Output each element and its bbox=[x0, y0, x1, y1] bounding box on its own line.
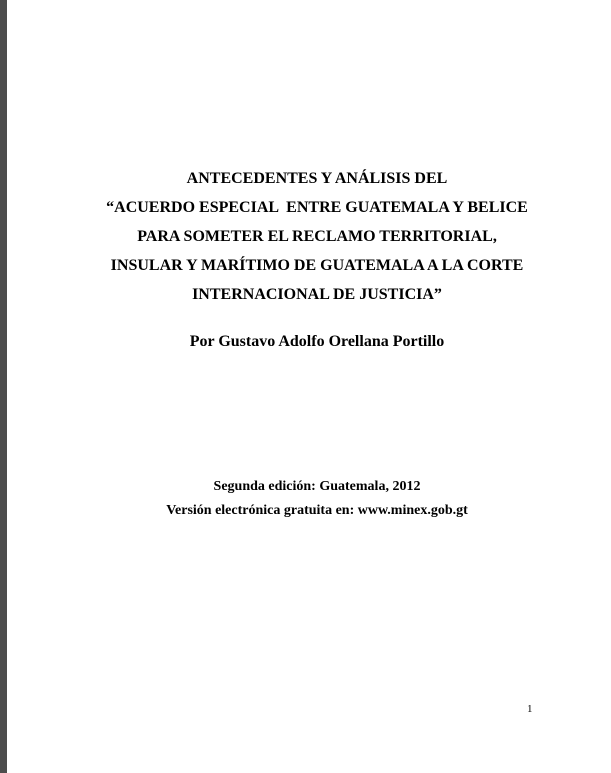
electronic-version-line: Versión electrónica gratuita en: www.minex.gob.gt bbox=[166, 503, 468, 518]
title-line-4: INSULAR Y MARÍTIMO DE GUATEMALA A LA CORTE bbox=[110, 257, 524, 274]
document-title bbox=[7, 164, 611, 309]
title-line-5: INTERNACIONAL DE JUSTICIA” bbox=[192, 286, 442, 303]
title-line-1: ANTECEDENTES Y ANÁLISIS DEL bbox=[186, 170, 448, 187]
edition-info bbox=[7, 475, 611, 523]
viewer-left-border bbox=[0, 0, 7, 773]
document-page bbox=[7, 0, 611, 773]
author-line: Por Gustavo Adolfo Orellana Portillo bbox=[189, 333, 445, 350]
edition-line: Segunda edición: Guatemala, 2012 bbox=[213, 479, 421, 494]
page-number: 1 bbox=[527, 703, 533, 715]
title-line-3: PARA SOMETER EL RECLAMO TERRITORIAL, bbox=[137, 228, 497, 245]
title-line-2: “ACUERDO ESPECIAL ENTRE GUATEMALA Y BELICE bbox=[106, 199, 528, 216]
